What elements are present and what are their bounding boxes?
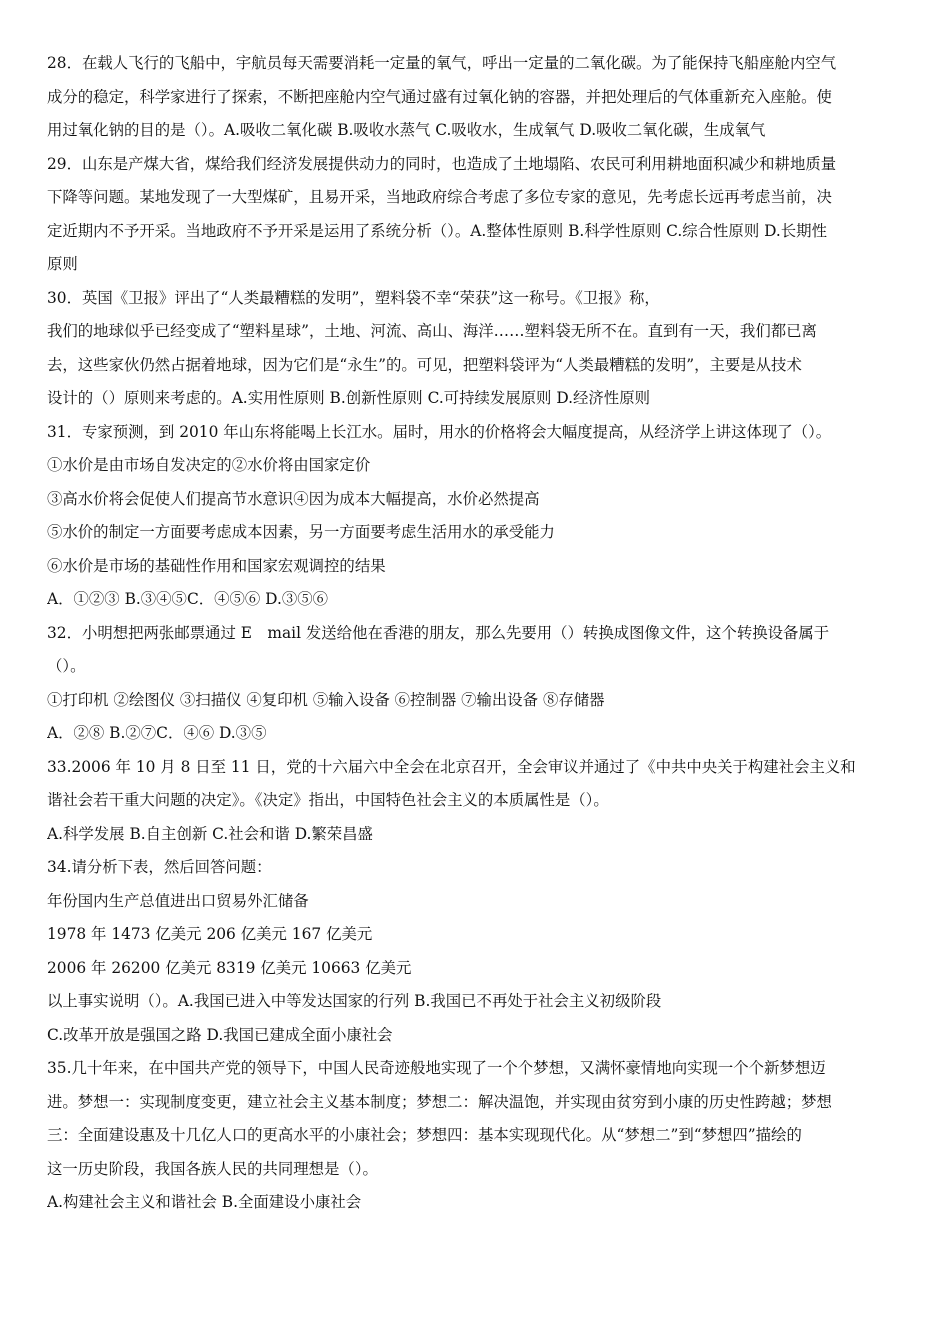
q33-answers: A.科学发展 B.自主创新 C.社会和谐 D.繁荣昌盛 <box>47 824 373 843</box>
q34-table-header: 年份国内生产总值进出口贸易外汇储备 <box>47 891 309 910</box>
q30-line-4: 设计的（）原则来考虑的。A.实用性原则 B.创新性原则 C.可持续发展原则 D.经济性原则 <box>47 389 650 407</box>
q35-line-4: 这一历史阶段，我国各族人民的共同理想是（）。 <box>47 1159 378 1178</box>
q31-option-5: ⑤水价的制定一方面要考虑成本因素，另一方面要考虑生活用水的承受能力 <box>47 523 555 541</box>
q35-line-1: 35.几十年来，在中国共产党的领导下，中国人民奇迹般地实现了一个个梦想，又满怀豪情地向实现一个个新梦想迈 <box>47 1059 826 1077</box>
q30-line-1: 30．英国《卫报》评出了“人类最糟糕的发明”，塑料袋不幸“荣获”这一称号。《卫报》称， <box>47 288 660 307</box>
q34-answers-1: 以上事实说明（）。A.我国已进入中等发达国家的行列 B.我国已不再处于社会主义初级阶段 <box>47 992 662 1010</box>
q34-line-1: 34.请分析下表，然后回答问题： <box>47 858 272 876</box>
q34-answers-2: C.改革开放是强国之路 D.我国已建成全面小康社会 <box>47 1025 393 1044</box>
q31-answers: A．①②③ B.③④⑤C．④⑤⑥ D.③⑤⑥ <box>47 590 329 608</box>
q29-line-1: 29．山东是产煤大省，煤给我们经济发展提供动力的同时，也造成了土地塌陷、农民可利用耕地面积减少和耕地质量 <box>47 154 837 173</box>
q35-line-3: 三：全面建设惠及十几亿人口的更高水平的小康社会；梦想四：基本实现现代化。从“梦想二”到“梦想四”描绘的 <box>47 1126 802 1144</box>
q31-option-12: ①水价是由市场自发决定的②水价将由国家定价 <box>47 456 371 474</box>
q32-answers: A．②⑧ B.②⑦C．④⑥ D.③⑤ <box>47 724 267 742</box>
q34-table-row-1978: 1978 年 1473 亿美元 206 亿美元 167 亿美元 <box>47 925 373 943</box>
q29-line-3: 定近期内不予开采。当地政府不予开采是运用了系统分析（）。A.整体性原则 B.科学性原则 C.综合性原则 D.长期性 <box>47 221 827 240</box>
q31-line-1: 31．专家预测，到 2010 年山东将能喝上长江水。届时，用水的价格将会大幅度提高，从经济学上讲这体现了（）。 <box>47 422 832 441</box>
q32-options: ①打印机 ②绘图仪 ③扫描仪 ④复印机 ⑤输入设备 ⑥控制器 ⑦输出设备 ⑧存储器 <box>47 690 605 709</box>
q28-line-2: 成分的稳定，科学家进行了探索，不断把座舱内空气通过盛有过氧化钠的容器，并把处理后的气体重新充入座舱。使 <box>47 87 832 106</box>
q35-line-2: 进。梦想一：实现制度变更，建立社会主义基本制度；梦想二：解决温饱，并实现由贫穷到小康的历史性跨越；梦想 <box>47 1092 832 1111</box>
q28-line-1: 28．在载人飞行的飞船中，宇航员每天需要消耗一定量的氧气，呼出一定量的二氧化碳。为了能保持飞船座舱内空气 <box>47 54 837 72</box>
q28-line-3: 用过氧化钠的目的是（）。A.吸收二氧化碳 B.吸收水蒸气 C.吸收水，生成氧气 D.吸收二氧化碳，生成氧气 <box>47 121 766 139</box>
q31-option-6: ⑥水价是市场的基础性作用和国家宏观调控的结果 <box>47 556 386 575</box>
q30-line-3: 去，这些家伙仍然占据着地球，因为它们是“永生”的。可见，把塑料袋评为“人类最糟糕的发明”，主要是从技术 <box>47 355 802 374</box>
q29-line-4: 原则 <box>47 255 78 273</box>
q29-line-2: 下降等问题。某地发现了一大型煤矿，且易开采，当地政府综合考虑了多位专家的意见，先考虑长远再考虑当前，决 <box>47 188 832 206</box>
q34-table-row-2006: 2006 年 26200 亿美元 8319 亿美元 10663 亿美元 <box>47 958 412 977</box>
q35-answers: A.构建社会主义和谐社会 B.全面建设小康社会 <box>47 1193 362 1211</box>
q32-line-2: （）。 <box>47 657 86 675</box>
q32-line-1: 32．小明想把两张邮票通过 E mail 发送给他在香港的朋友，那么先要用（）转换成图像文件，这个转换设备属于 <box>47 623 830 642</box>
q33-line-2: 谐社会若干重大问题的决定》。《决定》指出，中国特色社会主义的本质属性是（）。 <box>47 791 609 809</box>
q30-line-2: 我们的地球似乎已经变成了“塑料星球”，土地、河流、高山、海洋……塑料袋无所不在。直到有一天，我们都已离 <box>47 322 817 340</box>
q31-option-34: ③高水价将会促使人们提高节水意识④因为成本大幅提高，水价必然提高 <box>47 489 540 508</box>
q33-line-1: 33.2006 年 10 月 8 日至 11 日，党的十六届六中全会在北京召开，全会审议并通过了《中共中央关于构建社会主义和 <box>47 757 856 776</box>
